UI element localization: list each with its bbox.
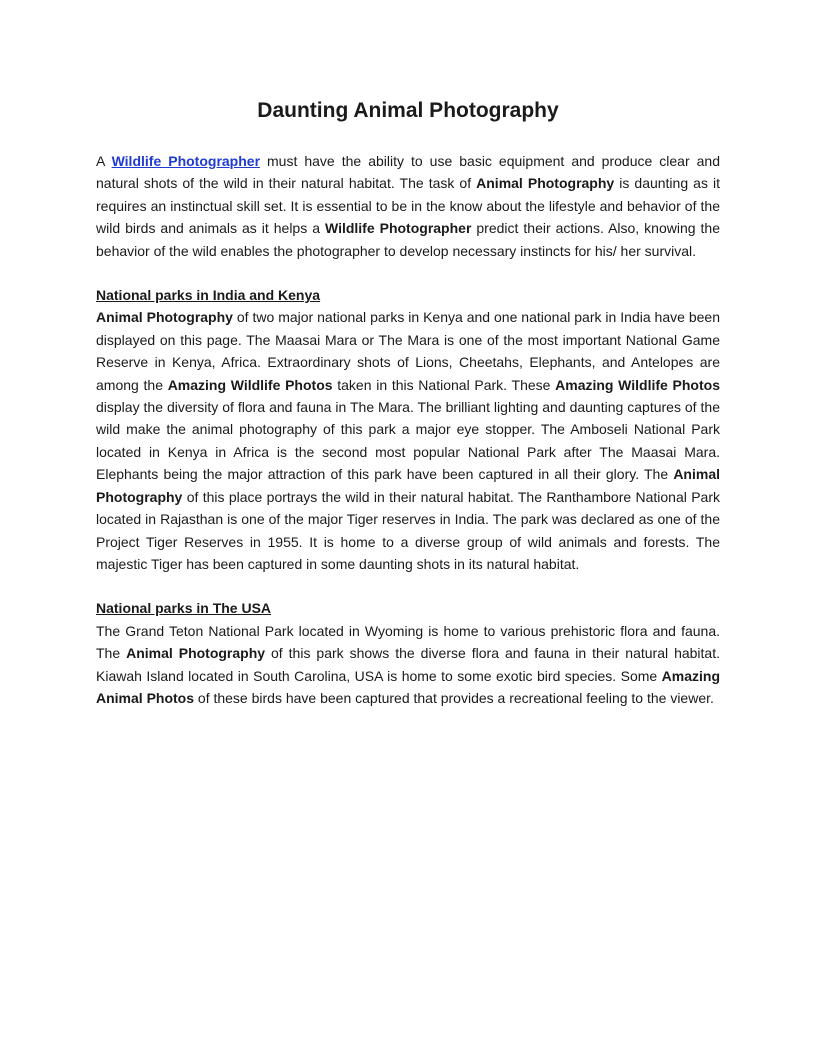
bold-term: Amazing Wildlife Photos [555,376,720,393]
bold-term: Animal Photography [476,175,615,192]
paragraph-text: of these birds have been captured that provides a recreational feeling to the viewer. [194,689,714,706]
india-kenya-paragraph [96,306,720,575]
intro-text: is daunting as it requires an instinctual skill set. It is essential to be in the know about the lifestyle and behavior of the wild birds and animals as it helps a [96,175,720,237]
document-page [96,96,720,709]
intro-text: must have the ability to use basic equipment and produce clear and natural shots of the wild in their natural habitat. The task of [96,153,720,192]
paragraph-text: taken in this National Park. These [332,376,556,393]
intro-paragraph [96,150,720,262]
bold-term: Animal Photography [96,466,720,505]
paragraph-text: display the diversity of flora and fauna in The Mara. The brilliant lighting and daunting captures of the wild make the animal photography of this park a major eye stopper. The Amboseli National Park located in Kenya in Africa is the second most popular National Park after The Maasai Mara. Elephants being the major attraction of this park have been captured in all their glory. The [96,399,720,483]
usa-paragraph [96,620,720,710]
bold-term: Amazing Wildlife Photos [167,376,333,393]
wildlife-photographer-link[interactable]: Wildlife Photographer [111,153,261,169]
paragraph-text: The Grand Teton National Park located in Wyoming is home to various prehistoric flora and fauna. The [96,622,720,662]
section-heading-usa: National parks in The USA [96,600,272,617]
paragraph-text: of two major national parks in Kenya and one national park in India have been displayed on this page. The Maasai Mara or The Mara is one of the most important National Game Reserve in Kenya, Africa. Extraordinary shots of Lions, Cheetahs, Elephants, and Antelopes are among the [96,309,720,393]
bold-term: Animal Photography [126,645,266,662]
bold-term: Amazing Animal Photos [96,667,720,706]
document-title: Daunting Animal Photography [257,99,559,122]
paragraph-text: of this park shows the diverse flora and fauna in their natural habitat. Kiawah Island located in South Carolina, USA is home to some exotic bird species. Some [96,645,720,684]
section-heading-india-kenya: National parks in India and Kenya [96,287,321,304]
bold-term: Wildlife Photographer [324,220,472,237]
paragraph-text: of this place portrays the wild in their natural habitat. The Ranthambore National Park located in Rajasthan is one of the major Tiger reserves in India. The park was declared as one of the Project Tiger Reserves in 1955. It is home to a diverse group of wild animals and forests. The majestic Tiger has been captured in some daunting shots in its natural habitat. [96,488,720,572]
intro-text: A [96,153,112,169]
intro-text: predict their actions. Also, knowing the behavior of the wild enables the photographer to develop necessary instincts for his/ her survival. [96,220,720,259]
bold-term: Animal Photography [96,309,233,326]
